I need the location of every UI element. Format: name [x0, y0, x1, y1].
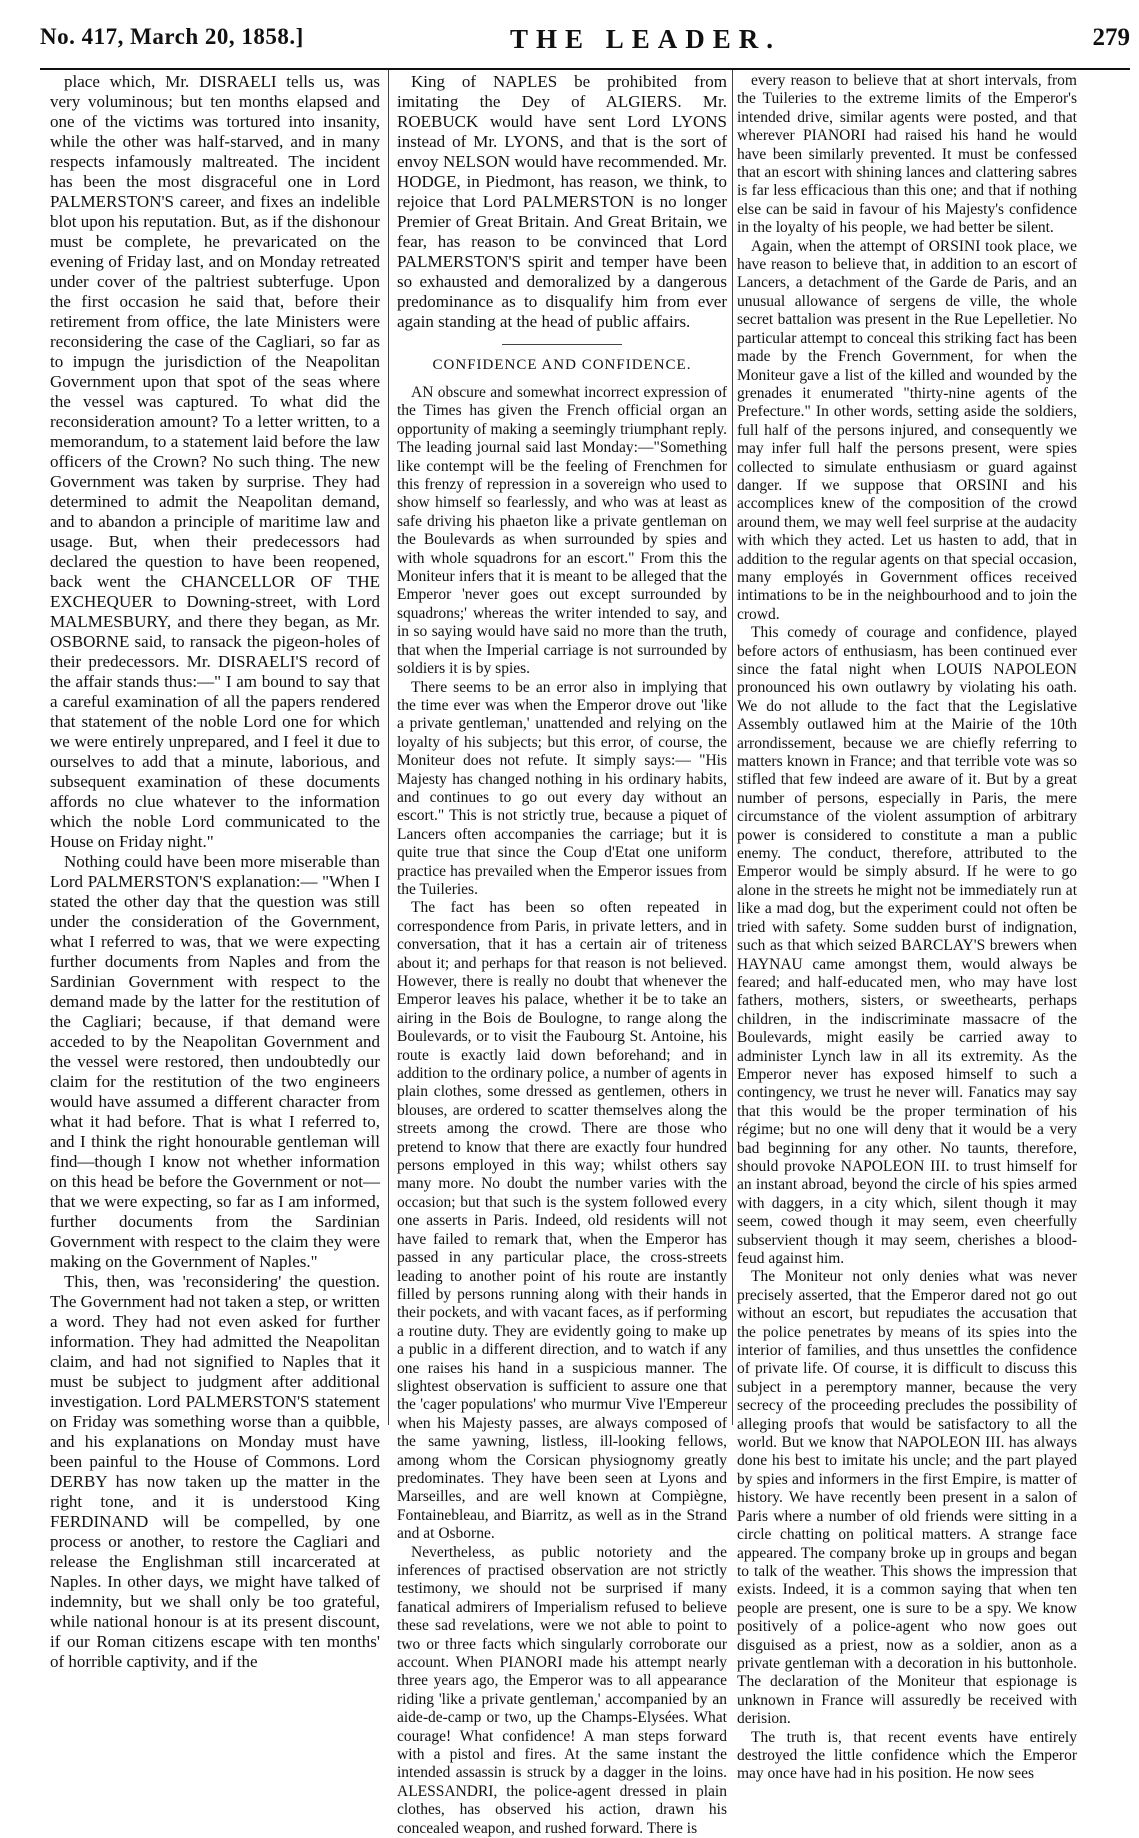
page-number: 279 — [1092, 24, 1130, 51]
paragraph: King of NAPLES be prohibited from imitating the Dey of ALGIERS. Mr. ROEBUCK would have sent Lord LYONS instead of Mr. LYONS, and that is the sort of envoy NELSON would have recommended. Mr. HODGE, in Piedmont, has reason, we think, to rejoice that Lord PALMERSTON is no longer Premier of Great Britain. And Great Britain, we fear, has reason to be convinced that Lord PALMERSTON'S spirit and temper have been so exhausted and demoralized by a dangerous predominance as to disqualify him from ever again standing at the head of public affairs. — [397, 72, 727, 331]
page-header — [40, 20, 1130, 70]
paragraph: AN obscure and somewhat incorrect expression of the Times has given the French official organ an opportunity of making a seemingly triumphant reply. The leading journal said last Monday:—"Something like contempt will be the feeling of Frenchmen for this frenzy of repression in a sovereign who used to show himself so fearlessly, and who was at least as safe driving his phaeton like a private gentleman on the Boulevards as when surrounded by spies and with whole squadrons for an escort." From this the Moniteur infers that it is meant to be alleged that the Emperor 'never goes out except surrounded by squadrons;' whereas the writer intended to say, and in so saying would have said no more than the truth, that when the Imperial carriage is not surrounded by soldiers it is by spies. — [397, 384, 727, 678]
paragraph: The fact has been so often repeated in correspondence from Paris, in private letters, and in conversation, that it has a certain air of triteness about it; and perhaps for that reason is not believed. However, there is really no doubt that whenever the Emperor leaves his palace, whether it be to take an airing in the Bois de Boulogne, to range along the Boulevards, or to visit the Faubourg St. Antoine, his route is exactly laid down beforehand; and in addition to the ordinary police, a number of agents in plain clothes, some dressed as gentlemen, others in blouses, are ordered to scatter themselves along the streets among the crowd. There are those who pretend to know that there are exactly four hundred persons employed in this way; whilst others say many more. No doubt the number varies with the occasion; but that such is the system followed every one asserts in Paris. Indeed, old residents will not have failed to remark that, when the Emperor has passed in any particular place, the cross-streets leading to another point of his route are instantly filled by persons running along with their hands in their pockets, and with vacant faces, as if performing a routine duty. They are evidently going to make up a public in a different direction, and to watch if any one raises his hand in a suspicious manner. The slightest observation is sufficient to assure one that the 'cager populations' who murmur Vive l'Empereur when his Majesty passes, are always composed of the same yawning, listless, ill-looking fellows, among whom the Corsican physiognomy greatly predominates. They have been seen at Lyons and Marseilles, and are well known at Compiègne, Fontainebleau, and Biarritz, as well as in the Strand and at Osborne. — [397, 899, 727, 1543]
column-3 — [737, 72, 1077, 1783]
paragraph: Nothing could have been more miserable than Lord PALMERSTON'S explanation:— "When I stated the other day that the question was still under the consideration of the Government, what I referred to was, that we were expecting further documents from Naples and from the Sardinian Government with respect to the demand made by the latter for the restitution of the Cagliari; because, if that demand were acceded to by the Neapolitan Government and the vessel were restored, then undoubtedly our claim for the restitution of the two engineers would have assumed a different character from what it had before. That is what I referred to, and I think the right honourable gentleman will find—though I know not whether information on this head be before the Government or not—that we were expecting, so far as I am informed, further documents from the Sardinian Government with respect to the claim they were making on the Government of Naples." — [50, 852, 380, 1271]
paragraph: This comedy of courage and confidence, played before actors of enthusiasm, has been continued ever since the fatal night when LOUIS NAPOLEON pronounced his own outlawry by violating his oath. We do not allude to the fact that the Legislative Assembly outlawed him at the Mairie of the 10th arrondissement, because we are chiefly referring to matters known in France; and that terrible vote was so stifled that few indeed are aware of it. But by a great number of persons, especially in Paris, the mere circumstance of the violent assumption of arbitrary power is considered to constitute a man a public enemy. The conduct, therefore, attributed to the Emperor would be simply absurd. If he were to go alone in the streets he might not be immediately run at like a mad dog, but the experiment could not often be tried with safety. Some sudden burst of indignation, such as that which seized BARCLAY'S brewers when HAYNAU came amongst them, would always be feared; and half-educated men, who may have lost fathers, mothers, sisters, or sweethearts, perhaps children, in the indiscriminate massacre of the Boulevards, might easily be carried away to administer Lynch law in all its extremity. As the Emperor never has exposed himself to such a contingency, we trust he never will. Fanatics may say that this would be the proper termination of his régime; but no one will deny that it would be a very bad beginning for any other. No taunts, therefore, should provoke NAPOLEON III. to trust himself for an instant abroad, beyond the circle of his spies armed with daggers, in a city which, silent though it may seem, cowed though it may seem, even cheerfully subservient though it may seem, cherishes a blood-feud against him. — [737, 624, 1077, 1267]
masthead-title: THE LEADER. — [510, 24, 782, 54]
paragraph: Nevertheless, as public notoriety and the inferences of practised observation are not strictly testimony, we should not be surprised if many fanatical admirers of Imperialism refused to believe these sad revelations, were we not able to point to two or three facts which singularly corroborate our account. When PIANORI made his attempt nearly three years ago, the Emperor was to all appearance riding 'like a private gentleman,' accompanied by an aide-de-camp or two, up the Champs-Elysées. What courage! What confidence! A man steps forward with a pistol and fires. At the same instant the intended assassin is struck by a dagger in the loins. ALESSANDRI, the police-agent dressed in plain clothes, has observed his action, drawn his concealed weapon, and rushed forward. There is — [397, 1543, 727, 1837]
paragraph: The Moniteur not only denies what was never precisely asserted, that the Emperor dared not go out without an escort, but repudiates the accusation that the police penetrates by means of its spies into the interior of families, and thus unsettles the confidence of private life. Of course, it is difficult to discuss this subject in a peremptory manner, because the very secrecy of the proceeding precludes the possibility of alleging proofs that would be satisfactory to all the world. But we know that NAPOLEON III. has always done his best to imitate his uncle; and the part played by spies and informers in the first Empire, is matter of history. We have recently been present in a salon of Paris where a number of old friends were sitting in a circle chatting on political matters. A strange face appeared. The company broke up in groups and began to talk of the weather. This shows the impression that exists. Indeed, it is a common saying that when ten people are present, one is sure to be a spy. We know positively of a police-agent who now goes out disguised as a priest, now as a soldier, anon as a private gentleman with a decoration in his buttonhole. The declaration of the Moniteur that espionage is unknown in France will assuredly be received with derision. — [737, 1268, 1077, 1728]
paragraph: Again, when the attempt of ORSINI took place, we have reason to believe that, in addition to an escort of Lancers, a detachment of the Garde de Paris, and an unusual allowance of sergens de ville, the whole secret battalion was present in the Rue Lepelletier. No particular attempt to conceal this striking fact has been made by the French Government, for when the Moniteur gave a list of the killed and wounded by the grenades it enumerated "thirty-nine agents of the Prefecture." In other words, setting aside the soldiers, full half of the persons injured, and consequently we may infer full half the persons present, were spies collected to simulate enthusiasm or guard against danger. If we suppose that ORSINI and his accomplices knew of the composition of the crowd around them, we may well feel surprise at the audacity with which they acted. Let us hasten to add, that in addition to the regular agents on that special occasion, many employés in Government offices received intimations to be in the neighbourhood and to join the crowd. — [737, 237, 1077, 623]
section-title: CONFIDENCE AND CONFIDENCE. — [432, 357, 692, 373]
paragraph: place which, Mr. DISRAELI tells us, was very voluminous; but ten months elapsed and one of the victims was tortured into insanity, while the other was half-starved, and in many respects infamously maltreated. The incident has been the most disgraceful one in Lord PALMERSTON'S career, and fixes an indelible blot upon his reputation. But, as if the dishonour must be complete, he prevaricated on the evening of Friday last, and on Monday retreated under cover of the paltriest subterfuge. Upon the first occasion he said that, before their retirement from office, the late Ministers were reconsidering the case of the Cagliari, so far as to impugn the jurisdiction of the Neapolitan Government upon that spot of the seas where the vessel was captured. To what did the reconsideration amount? To a letter written, to a memorandum, to a statement laid before the law officers of the Crown? No such thing. The new Government was taken by surprise. They had determined to admit the Neapolitan demand, and to abandon a principle of maritime law and usage. But, when their predecessors had declared the question to have been reopened, back went the CHANCELLOR OF THE EXCHEQUER to Downing-street, with Lord MALMESBURY, and there they began, as Mr. OSBORNE said, to ransack the pigeon-holes of their predecessors. Mr. DISRAELI'S record of the affair stands thus:—" I am bound to say that a careful examination of all the papers rendered that statement of the noble Lord one for which we were entirely unprepared, and I feel it due to ourselves to add that a minute, laborious, and subsequent examination of these documents affords no clue whatever to the information which the noble Lord communicated to the House on Friday night." — [50, 72, 380, 851]
column-2 — [397, 72, 727, 1837]
column-rule — [732, 70, 733, 1425]
column-rule — [388, 70, 389, 1425]
column-1 — [50, 72, 380, 1671]
paragraph: This, then, was 'reconsidering' the question. The Government had not taken a step, or written a word. They had not even asked for further information. They had admitted the Neapolitan claim, and had not signified to Naples that it must be subject to judgment after additional investigation. Lord PALMERSTON'S statement on Friday was something worse than a quibble, and his explanations on Monday must have been painful to the House of Commons. Lord DERBY has now taken up the matter in the right tone, and it is understood King FERDINAND will be compelled, by one process or another, to restore the Cagliari and release the Englishman still incarcerated at Naples. In other days, we might have talked of indemnity, but we shall only be too grateful, while national honour is at its present discount, if our Roman citizens escape with ten months' of horrible captivity, and if the — [50, 1272, 380, 1671]
paragraph: The truth is, that recent events have entirely destroyed the little confidence which the Emperor may once have had in his position. He now sees — [737, 1728, 1077, 1783]
issue-line: No. 417, March 20, 1858.] — [40, 24, 304, 49]
section-divider — [502, 344, 622, 345]
paragraph: There seems to be an error also in implying that the time ever was when the Emperor drove out 'like a private gentleman,' unattended and relying on the loyalty of his subjects; but this error, of course, the Moniteur does not refute. It simply says:— "His Majesty has changed nothing in his ordinary habits, and continues to go out every day without an escort." This is not strictly true, because a piquet of Lancers often accompanies the carriage; but it is quite true that since the Coup d'Etat one uniform practice has prevailed when the Emperor issues from the Tuileries. — [397, 678, 727, 898]
paragraph: every reason to believe that at short intervals, from the Tuileries to the extreme limits of the Emperor's intended drive, similar agents were posted, and that wherever PIANORI had raised his hand he would have been similarly prevented. It must be confessed that an escort with shining lances and clattering sabres is far less efficacious than this one; and that if nothing else can be said in favour of his Majesty's confidence in the loyalty of his people, we had better be silent. — [737, 72, 1077, 237]
